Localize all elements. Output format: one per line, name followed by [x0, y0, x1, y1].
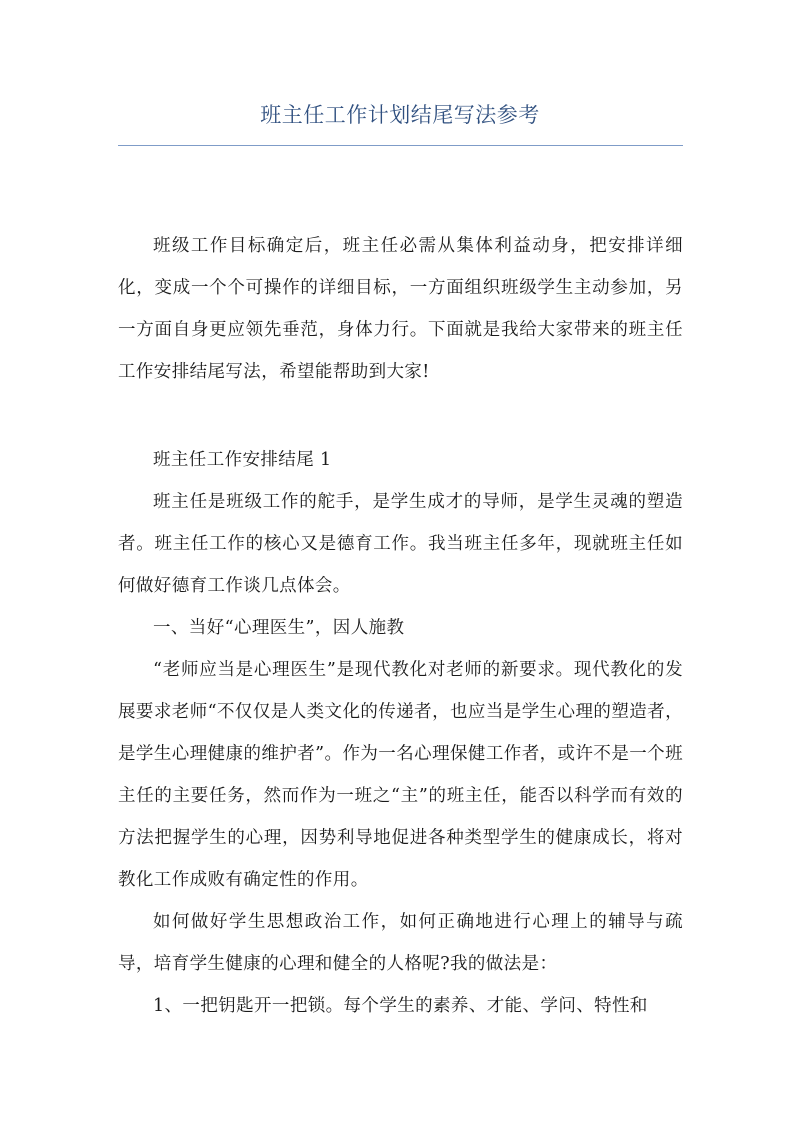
title-divider	[118, 145, 683, 146]
subheading-1: 一、当好“心理医生”，因人施教	[153, 618, 405, 638]
body-paragraph-4: 1、一把钥匙开一把锁。每个学生的素养、才能、学问、特性和	[153, 996, 648, 1016]
document-body	[118, 225, 683, 1027]
body-paragraph-3: 如何做好学生思想政治工作，如何正确地进行心理上的辅导与疏导，培育学生健康的心理和健全的人格呢?我的做法是：	[118, 912, 683, 974]
intro-paragraph: 班级工作目标确定后，班主任必需从集体利益动身，把安排详细化，变成一个个可操作的详细目标，一方面组织班级学生主动参加，另一方面自身更应领先垂范，身体力行。下面就是我给大家带来的班主任工作安排结尾写法，希望能帮助到大家!	[118, 236, 683, 382]
section-heading: 班主任工作安排结尾 1	[153, 450, 332, 470]
body-paragraph-2: “老师应当是心理医生”是现代教化对老师的新要求。现代教化的发展要求老师“不仅仅是人类文化的传递者，也应当是学生心理的塑造者，是学生心理健康的维护者”。作为一名心理保健工作者，或许不是一个班主任的主要任务，然而作为一班之“主”的班主任，能否以科学而有效的方法把握学生的心理，因势利导地促进各种类型学生的健康成长，将对教化工作成败有确定性的作用。	[118, 660, 683, 890]
body-paragraph-1: 班主任是班级工作的舵手，是学生成才的导师，是学生灵魂的塑造者。班主任工作的核心又是德育工作。我当班主任多年，现就班主任如何做好德育工作谈几点体会。	[118, 492, 683, 596]
document-title: 班主任工作计划结尾写法参考	[260, 103, 540, 127]
paragraph-gap	[118, 393, 683, 439]
